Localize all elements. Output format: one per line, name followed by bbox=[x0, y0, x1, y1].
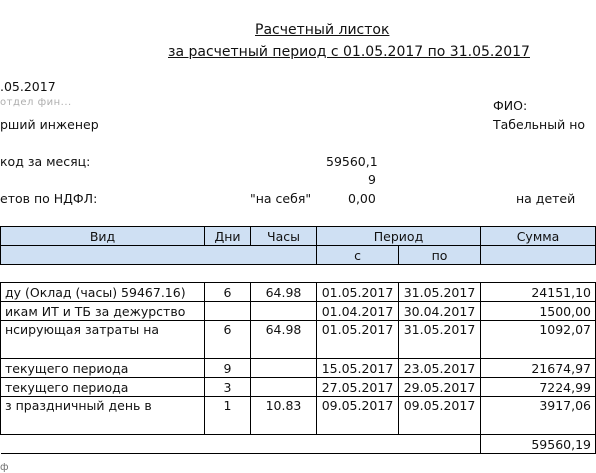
tab-number-label: Табельный но bbox=[493, 117, 586, 132]
row-days: 6 bbox=[205, 283, 251, 302]
row-to: 30.04.2017 bbox=[399, 302, 481, 321]
subheader-sum-empty bbox=[481, 246, 596, 265]
header-to: по bbox=[399, 246, 481, 265]
department-field: отдел фин... bbox=[0, 97, 72, 108]
row-vid: текущего периода bbox=[1, 378, 205, 397]
row-hours: 64.98 bbox=[251, 321, 317, 359]
row-from: 01.05.2017 bbox=[317, 283, 399, 302]
row-from: 09.05.2017 bbox=[317, 397, 399, 435]
row-to: 31.05.2017 bbox=[399, 283, 481, 302]
table-row bbox=[1, 359, 596, 378]
row-vid: ду (Оклад (часы) 59467.16) bbox=[1, 283, 205, 302]
footer-text: ф bbox=[0, 462, 9, 473]
row-hours bbox=[251, 302, 317, 321]
income-label: код за месяц: bbox=[0, 154, 91, 169]
row-sum: 3917,06 bbox=[481, 397, 596, 435]
table-header-row bbox=[1, 227, 596, 246]
row-hours: 64.98 bbox=[251, 283, 317, 302]
income-value-cont: 9 bbox=[368, 172, 376, 187]
row-vid: нсирующая затраты на bbox=[1, 321, 205, 359]
header-period: Период bbox=[317, 227, 481, 246]
header-vid: Вид bbox=[1, 227, 205, 246]
row-days: 6 bbox=[205, 321, 251, 359]
payroll-table bbox=[0, 226, 596, 454]
date-field: .05.2017 bbox=[0, 79, 56, 94]
subheader-empty bbox=[1, 246, 317, 265]
row-to: 31.05.2017 bbox=[399, 321, 481, 359]
row-to: 29.05.2017 bbox=[399, 378, 481, 397]
position-field: рший инженер bbox=[0, 117, 99, 132]
table-row bbox=[1, 397, 596, 435]
page-title: Расчетный листок bbox=[255, 22, 390, 38]
table-row bbox=[1, 321, 596, 359]
fio-label: ФИО: bbox=[493, 98, 528, 113]
header-sum: Сумма bbox=[481, 227, 596, 246]
income-value: 59560,1 bbox=[326, 154, 378, 169]
row-vid: текущего периода bbox=[1, 359, 205, 378]
table-row bbox=[1, 378, 596, 397]
row-to: 23.05.2017 bbox=[399, 359, 481, 378]
header-days: Дни bbox=[205, 227, 251, 246]
header-hours: Часы bbox=[251, 227, 317, 246]
self-deduction-value: 0,00 bbox=[348, 191, 376, 206]
table-spacer bbox=[1, 265, 596, 283]
row-hours: 10.83 bbox=[251, 397, 317, 435]
total-label bbox=[1, 435, 481, 454]
total-row bbox=[1, 435, 596, 454]
row-from: 01.04.2017 bbox=[317, 302, 399, 321]
header-from: с bbox=[317, 246, 399, 265]
total-sum: 59560,19 bbox=[481, 435, 596, 454]
row-sum: 21674,97 bbox=[481, 359, 596, 378]
period-subtitle: за расчетный период с 01.05.2017 по 31.05.2017 bbox=[168, 44, 530, 60]
self-deduction-label: "на себя" bbox=[250, 191, 312, 206]
row-vid: з праздничный день в bbox=[1, 397, 205, 435]
table-row bbox=[1, 302, 596, 321]
row-from: 15.05.2017 bbox=[317, 359, 399, 378]
row-vid: икам ИТ и ТБ за дежурство bbox=[1, 302, 205, 321]
row-sum: 24151,10 bbox=[481, 283, 596, 302]
table-row bbox=[1, 283, 596, 302]
row-sum: 1092,07 bbox=[481, 321, 596, 359]
row-to: 09.05.2017 bbox=[399, 397, 481, 435]
row-from: 27.05.2017 bbox=[317, 378, 399, 397]
ndfl-label: етов по НДФЛ: bbox=[0, 191, 98, 206]
row-days: 3 bbox=[205, 378, 251, 397]
row-hours bbox=[251, 359, 317, 378]
row-sum: 7224,99 bbox=[481, 378, 596, 397]
table-subheader-row bbox=[1, 246, 596, 265]
row-hours bbox=[251, 378, 317, 397]
row-from: 01.05.2017 bbox=[317, 321, 399, 359]
children-deduction-label: на детей bbox=[516, 191, 576, 206]
row-days: 1 bbox=[205, 397, 251, 435]
row-sum: 1500,00 bbox=[481, 302, 596, 321]
row-days: 9 bbox=[205, 359, 251, 378]
row-days bbox=[205, 302, 251, 321]
